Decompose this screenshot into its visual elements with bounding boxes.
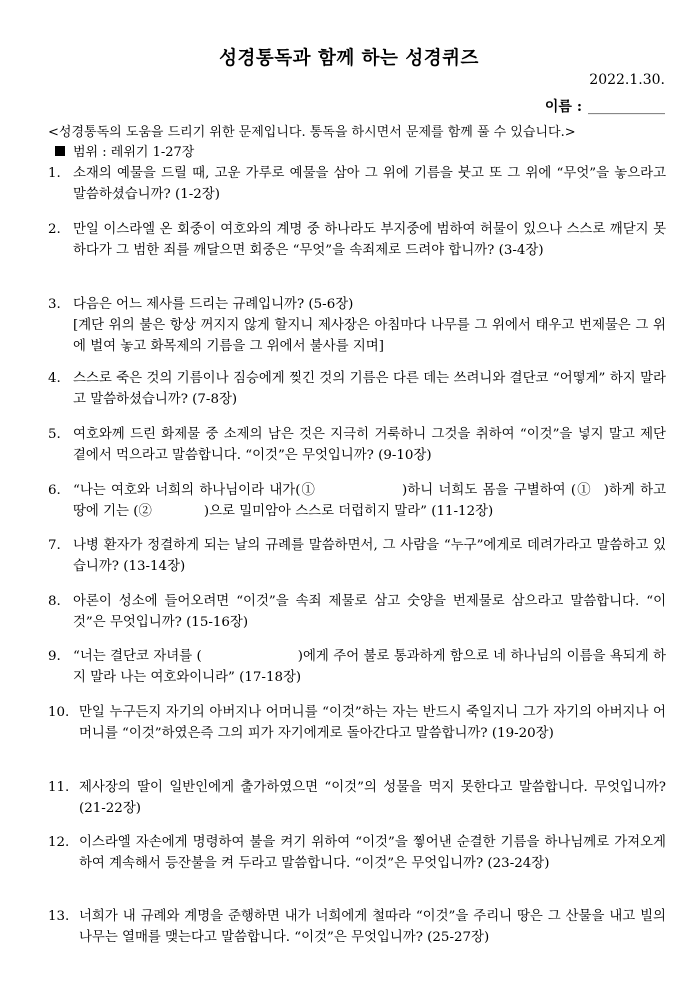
question-number: 13. bbox=[48, 909, 70, 924]
question-10 bbox=[48, 702, 666, 744]
intro-text: <성경통독의 도움을 드리기 위한 문제입니다. 통독을 하시면서 문제를 함께 풀 수 있습니다.> bbox=[48, 125, 576, 140]
question-number: 6. bbox=[48, 483, 61, 498]
question-number: 11. bbox=[48, 780, 70, 795]
question-text: 스스로 죽은 것의 기름이나 짐승에게 찢긴 것의 기름은 다른 데는 쓰려니와 결단코 “어떻게” 하지 말라고 말씀하셨습니까? (7-8장) bbox=[73, 371, 666, 407]
question-text: 소재의 예물을 드릴 때, 고운 가루로 예물을 삼아 그 위에 기름을 붓고 또 그 위에 “무엇”을 놓으라고 말씀하셨습니까? (1-2장) bbox=[73, 166, 666, 202]
question-text: “너는 결단코 자녀를 ( )에게 주어 불로 통과하게 함으로 네 하나님의 이름을 욕되게 하지 말라 나는 여호와이니라” (17-18장) bbox=[73, 649, 666, 685]
question-3 bbox=[48, 294, 666, 357]
question-number: 9. bbox=[48, 649, 61, 664]
question-text: 만일 이스라엘 온 회중이 여호와의 계명 중 하나라도 부지중에 범하여 허물이 있으나 스스로 깨닫지 못하다가 그 범한 죄를 깨달으면 회중은 “무엇”을 속죄제로 드려야 합니까? (3-4장) bbox=[73, 222, 666, 258]
question-number: 1. bbox=[48, 166, 61, 181]
question-text: 제사장의 딸이 일반인에게 출가하였으면 “이것”의 성물을 먹지 못한다고 말씀합니다. 무엇입니까? (21-22장) bbox=[79, 780, 666, 816]
question-number: 5. bbox=[48, 427, 61, 442]
question-number: 8. bbox=[48, 594, 61, 609]
question-1 bbox=[48, 163, 666, 205]
question-number: 7. bbox=[48, 538, 61, 553]
question-text: 나병 환자가 정결하게 되는 날의 규례를 말씀하면서, 그 사람을 “누구”에게로 데려가라고 말씀하고 있습니까? (13-14장) bbox=[73, 538, 666, 574]
question-8 bbox=[48, 591, 666, 633]
question-7 bbox=[48, 535, 666, 577]
question-number: 4. bbox=[48, 371, 61, 386]
question-text: 너희가 내 규례와 계명을 준행하면 내가 너희에게 철따라 “이것”을 주리니 땅은 그 산물을 내고 빌의 나무는 열매를 맺는다고 말씀합니다. “이것”은 무엇입니까? (25-27장) bbox=[79, 909, 666, 945]
question-text: 아론이 성소에 들어오려면 “이것”을 속죄 제물로 삼고 숫양을 번제물로 삼으라고 말씀합니다. “이것”은 무엇입니까? (15-16장) bbox=[73, 594, 666, 630]
question-quote: [계단 위의 불은 항상 꺼지지 않게 할지니 제사장은 아침마다 나무를 그 위에서 태우고 번제물은 그 위에 벌여 놓고 화목제의 기름을 그 위에서 불사를 지며] bbox=[73, 318, 666, 354]
question-12 bbox=[48, 832, 666, 874]
range-line bbox=[55, 141, 194, 160]
question-number: 3. bbox=[48, 297, 61, 312]
question-6 bbox=[48, 480, 666, 522]
question-number: 12. bbox=[48, 835, 70, 850]
date: 2022.1.30. bbox=[589, 72, 665, 88]
square-bullet-icon bbox=[55, 146, 65, 156]
question-text: 여호와께 드린 화제물 중 소제의 남은 것은 지극히 거룩하니 그것을 취하여 “이것”을 넣지 말고 제단 곁에서 먹으라고 말씀합니다. “이것”은 무엇입니까? (9-10장) bbox=[73, 427, 666, 463]
question-2 bbox=[48, 219, 666, 261]
question-4 bbox=[48, 368, 666, 410]
question-number: 10. bbox=[48, 705, 70, 720]
question-13 bbox=[48, 906, 666, 948]
question-number: 2. bbox=[48, 222, 61, 237]
name-line bbox=[545, 96, 665, 116]
question-text: 이스라엘 자손에게 명령하여 불을 켜기 위하여 “이것”을 찧어낸 순결한 기름을 하나님께로 가져오게 하여 계속해서 등잔불을 켜 두라고 말씀합니다. “이것”은 무엇입니까? (23-24장) bbox=[79, 835, 666, 871]
question-11 bbox=[48, 777, 666, 819]
question-9 bbox=[48, 646, 666, 688]
name-label: 이름 : bbox=[544, 99, 582, 115]
range-text: 범위 : 레위기 1-27장 bbox=[73, 145, 195, 160]
name-blank: ___________ bbox=[588, 99, 665, 115]
question-text: “나는 여호와 너희의 하나님이라 내가(① )하니 너희도 몸을 구별하여 (① )하게 하고 땅에 기는 (② )으로 밀미암아 스스로 더럽히지 말라” (11-12장) bbox=[73, 483, 667, 519]
question-text: 다음은 어느 제사를 드리는 규례입니까? (5-6장) bbox=[73, 297, 354, 312]
question-5 bbox=[48, 424, 666, 466]
page-title: 성경통독과 함께 하는 성경퀴즈 bbox=[219, 48, 479, 69]
question-text: 만일 누구든지 자기의 아버지나 어머니를 “이것”하는 자는 반드시 죽일지니 그가 자기의 아버지나 어머니를 “이것”하였은즉 그의 피가 자기에게로 돌아간다고 말씀합니까? (19-20장) bbox=[79, 705, 666, 741]
